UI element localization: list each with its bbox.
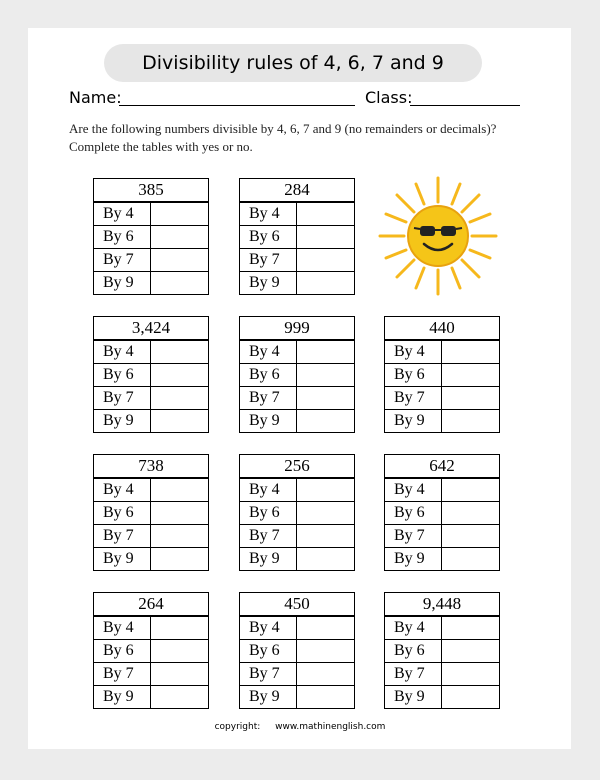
divisibility-table [93, 316, 209, 433]
answer-cell[interactable] [442, 341, 499, 363]
table-row [385, 524, 499, 547]
row-label: By 7 [385, 525, 442, 547]
table-number: 284 [240, 179, 354, 202]
table-row [240, 616, 354, 639]
answer-cell[interactable] [297, 410, 354, 432]
row-label: By 9 [385, 548, 442, 570]
row-label: By 4 [385, 617, 442, 639]
table-row [94, 225, 208, 248]
table-row [94, 363, 208, 386]
row-label: By 7 [240, 663, 297, 685]
table-row [94, 340, 208, 363]
row-label: By 7 [94, 663, 151, 685]
table-row [94, 202, 208, 225]
row-label: By 7 [385, 387, 442, 409]
answer-cell[interactable] [442, 617, 499, 639]
row-label: By 4 [240, 341, 297, 363]
table-row [94, 639, 208, 662]
answer-cell[interactable] [442, 410, 499, 432]
instructions-line-2: Complete the tables with yes or no. [69, 139, 253, 154]
answer-cell[interactable] [151, 341, 208, 363]
row-label: By 6 [385, 364, 442, 386]
table-row [385, 478, 499, 501]
row-label: By 9 [385, 410, 442, 432]
row-label: By 7 [240, 249, 297, 271]
answer-cell[interactable] [151, 203, 208, 225]
divisibility-table [384, 316, 500, 433]
table-row [385, 501, 499, 524]
table-row [94, 524, 208, 547]
table-row [94, 501, 208, 524]
table-row [385, 340, 499, 363]
answer-cell[interactable] [151, 410, 208, 432]
answer-cell[interactable] [442, 502, 499, 524]
divisibility-table [384, 592, 500, 709]
answer-cell[interactable] [151, 617, 208, 639]
table-row [385, 639, 499, 662]
table-row [385, 386, 499, 409]
worksheet-title: Divisibility rules of 4, 6, 7 and 9 [104, 44, 482, 82]
table-row [94, 409, 208, 432]
row-label: By 4 [385, 479, 442, 501]
divisibility-table [239, 454, 355, 571]
table-number: 3,424 [94, 317, 208, 340]
row-label: By 7 [240, 525, 297, 547]
row-label: By 4 [94, 341, 151, 363]
table-number: 999 [240, 317, 354, 340]
divisibility-table [239, 316, 355, 433]
row-label: By 6 [385, 502, 442, 524]
table-row [240, 271, 354, 294]
answer-cell[interactable] [297, 548, 354, 570]
answer-cell[interactable] [151, 364, 208, 386]
table-number: 256 [240, 455, 354, 478]
row-label: By 6 [385, 640, 442, 662]
row-label: By 4 [385, 341, 442, 363]
table-row [94, 478, 208, 501]
row-label: By 9 [240, 686, 297, 708]
table-row [385, 662, 499, 685]
website-link[interactable]: www.mathinenglish.com [275, 722, 386, 732]
table-row [240, 501, 354, 524]
table-row [385, 409, 499, 432]
answer-cell[interactable] [442, 548, 499, 570]
divisibility-table [239, 592, 355, 709]
table-row [240, 225, 354, 248]
answer-cell[interactable] [297, 249, 354, 271]
row-label: By 4 [240, 479, 297, 501]
name-field[interactable] [119, 105, 355, 106]
answer-cell[interactable] [151, 502, 208, 524]
table-row [94, 685, 208, 708]
table-row [94, 662, 208, 685]
answer-cell[interactable] [151, 686, 208, 708]
table-row [240, 248, 354, 271]
answer-cell[interactable] [297, 479, 354, 501]
class-field[interactable] [410, 105, 520, 106]
row-label: By 6 [240, 364, 297, 386]
row-label: By 4 [94, 617, 151, 639]
answer-cell[interactable] [297, 617, 354, 639]
answer-cell[interactable] [297, 525, 354, 547]
row-label: By 6 [240, 640, 297, 662]
row-label: By 6 [94, 502, 151, 524]
answer-cell[interactable] [442, 387, 499, 409]
row-label: By 6 [94, 640, 151, 662]
answer-cell[interactable] [151, 272, 208, 294]
table-number: 9,448 [385, 593, 499, 616]
answer-cell[interactable] [297, 272, 354, 294]
row-label: By 4 [94, 479, 151, 501]
instructions [69, 120, 549, 156]
answer-cell[interactable] [297, 341, 354, 363]
class-label: Class: [365, 88, 413, 107]
row-label: By 7 [385, 663, 442, 685]
answer-cell[interactable] [151, 226, 208, 248]
answer-cell[interactable] [297, 226, 354, 248]
table-row [94, 616, 208, 639]
answer-cell[interactable] [442, 686, 499, 708]
table-row [240, 478, 354, 501]
divisibility-table [239, 178, 355, 295]
table-row [240, 202, 354, 225]
table-row [240, 524, 354, 547]
answer-cell[interactable] [297, 203, 354, 225]
row-label: By 9 [94, 548, 151, 570]
copyright-label: copyright: [214, 722, 261, 732]
table-row [385, 685, 499, 708]
table-number: 385 [94, 179, 208, 202]
answer-cell[interactable] [151, 387, 208, 409]
row-label: By 9 [240, 548, 297, 570]
row-label: By 4 [240, 203, 297, 225]
row-label: By 9 [240, 272, 297, 294]
table-row [385, 363, 499, 386]
divisibility-table [384, 454, 500, 571]
table-number: 264 [94, 593, 208, 616]
answer-cell[interactable] [151, 663, 208, 685]
answer-cell[interactable] [151, 548, 208, 570]
row-label: By 6 [240, 502, 297, 524]
answer-cell[interactable] [297, 502, 354, 524]
table-row [385, 547, 499, 570]
divisibility-table [93, 454, 209, 571]
row-label: By 9 [94, 686, 151, 708]
sun-icon [378, 176, 498, 296]
table-row [240, 409, 354, 432]
answer-cell[interactable] [297, 640, 354, 662]
table-number: 642 [385, 455, 499, 478]
table-row [94, 386, 208, 409]
table-row [94, 248, 208, 271]
instructions-line-1: Are the following numbers divisible by 4, 6, 7 and 9 (no remainders or decimals)? [69, 121, 497, 136]
answer-cell[interactable] [297, 663, 354, 685]
table-number: 738 [94, 455, 208, 478]
divisibility-table [93, 592, 209, 709]
table-row [240, 340, 354, 363]
table-row [240, 685, 354, 708]
answer-cell[interactable] [297, 686, 354, 708]
row-label: By 4 [94, 203, 151, 225]
name-label: Name: [69, 88, 122, 107]
row-label: By 6 [94, 226, 151, 248]
row-label: By 9 [94, 272, 151, 294]
table-number: 450 [240, 593, 354, 616]
table-row [240, 639, 354, 662]
row-label: By 7 [94, 525, 151, 547]
row-label: By 9 [94, 410, 151, 432]
answer-cell[interactable] [442, 364, 499, 386]
table-row [240, 363, 354, 386]
answer-cell[interactable] [151, 640, 208, 662]
table-row [240, 662, 354, 685]
row-label: By 7 [94, 387, 151, 409]
row-label: By 4 [240, 617, 297, 639]
table-row [385, 616, 499, 639]
table-row [240, 547, 354, 570]
table-row [94, 547, 208, 570]
row-label: By 9 [240, 410, 297, 432]
row-label: By 6 [240, 226, 297, 248]
answer-cell[interactable] [442, 479, 499, 501]
footer [0, 722, 600, 732]
answer-cell[interactable] [442, 663, 499, 685]
table-row [240, 386, 354, 409]
answer-cell[interactable] [297, 364, 354, 386]
table-row [94, 271, 208, 294]
divisibility-table [93, 178, 209, 295]
answer-cell[interactable] [151, 525, 208, 547]
answer-cell[interactable] [151, 249, 208, 271]
row-label: By 9 [385, 686, 442, 708]
row-label: By 7 [94, 249, 151, 271]
answer-cell[interactable] [442, 525, 499, 547]
answer-cell[interactable] [442, 640, 499, 662]
answer-cell[interactable] [297, 387, 354, 409]
row-label: By 7 [240, 387, 297, 409]
table-number: 440 [385, 317, 499, 340]
row-label: By 6 [94, 364, 151, 386]
answer-cell[interactable] [151, 479, 208, 501]
